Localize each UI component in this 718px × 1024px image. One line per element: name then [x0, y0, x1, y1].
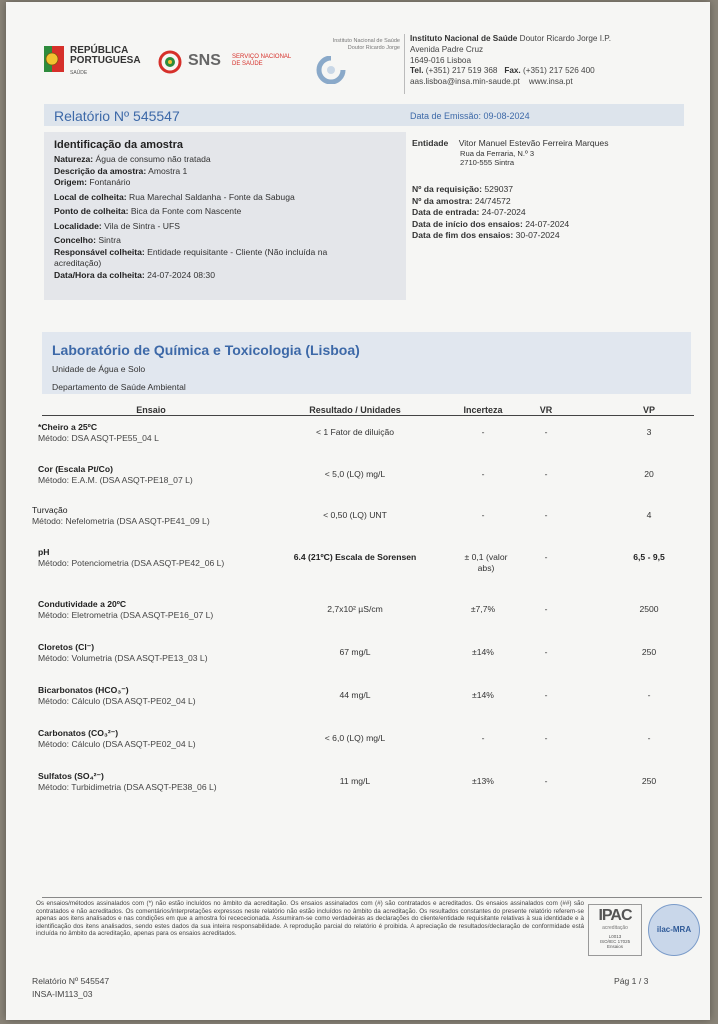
rp-sub: SAÚDE [70, 70, 88, 76]
test-result: 67 mg/L [339, 647, 371, 657]
test-name: Turvação [32, 505, 68, 515]
field-value: 30-07-2024 [513, 230, 560, 241]
entity-address2: 2710-555 Sintra [460, 158, 515, 167]
test-result: 44 mg/L [339, 690, 371, 700]
test-name: pH [38, 547, 50, 557]
field-key: Responsável colheita [54, 246, 142, 257]
test-uncertainty: ±14% [472, 690, 494, 700]
entity-name: Vitor Manuel Estevão Ferreira Marques [458, 138, 609, 148]
institute-name-bold: Instituto Nacional de Saúde [410, 34, 518, 43]
col-header-incerteza: Incerteza [463, 405, 503, 415]
page-number: Pág 1 / 3 [614, 976, 649, 986]
field-key: Natureza [54, 154, 91, 164]
tel-value: (+351) 217 519 368 [423, 66, 498, 76]
ipac-accreditation-logo [588, 904, 642, 956]
insa-logo-name: Instituto Nacional de Saúde [332, 38, 400, 44]
institute-address1: Avenida Padre Cruz [410, 44, 484, 54]
test-vr: - [544, 776, 548, 786]
field-value: Sintra [96, 235, 121, 245]
field-value: Vila de Sintra - UFS [101, 220, 180, 231]
test-name: Condutividade a 20ºC [38, 599, 127, 609]
institute-email-web [410, 77, 710, 88]
insa-logo-text [314, 38, 400, 51]
ipac-logo-sub: acreditação [602, 925, 628, 931]
test-vp: 6,5 - 9,5 [633, 552, 665, 562]
test-method: Método: Cálculo (DSA ASQT-PE02_04 L) [38, 696, 196, 706]
test-result: < 0,50 (LQ) UNT [323, 510, 387, 520]
entity-label: Entidade [412, 138, 449, 148]
republica-portuguesa-logo [70, 46, 141, 76]
rp-line2: PORTUGUESA [70, 55, 141, 66]
test-vp: 250 [641, 776, 657, 786]
institute-address2: 1649-016 Lisboa [410, 55, 472, 65]
field-value: Água de consumo não tratada [93, 154, 211, 164]
institute-phone-fax [410, 66, 710, 77]
test-method: Método: E.A.M. (DSA ASQT-PE18_07 L) [38, 475, 193, 485]
test-uncertainty: ± 0,1 (valor abs) [464, 552, 508, 573]
col-header-vr: VR [539, 405, 553, 415]
field-key: Data de entrada [412, 207, 477, 218]
lab-title: Laboratório de Química e Toxicologia (Lisboa) [52, 342, 360, 358]
test-vp: 20 [644, 469, 654, 479]
test-result: < 1 Fator de diluição [315, 427, 395, 437]
field-value: 24-07-2024 [479, 207, 526, 218]
test-vp: - [647, 690, 651, 700]
ilac-logo-text: ilac-MRA [656, 925, 692, 934]
test-name: Carbonatos (CO₃²⁻) [38, 728, 119, 738]
test-method: Método: Turbidimetria (DSA ASQT-PE38_06 L) [38, 782, 217, 792]
footer-note: Os ensaios/métodos assinalados com (*) não estão incluídos no âmbito da acreditação. Os ensaios assinalados com (#) são contratados e acreditados. Os ensaios assinalados com (##) são contratados e não acreditados. Os comentários/interpretações expressos neste relatório não estão incluídos no âmbito da acreditação. Os resultados constantes do presente relatório referem-se apenas aos itens analisados e nas condições em que a amostra foi recececionada. Assumiram-se como verdadeiras as declarações do cliente/entidade requisitante relativas à sua identidade e à identificação dos itens analisados, sendo estes dados da sua inteira responsabilidade. A reprodução parcial do relatório é proibida. A apreciação de resultados/declaração de conformidade está incluída no âmbito da acreditação, apenas para os ensaios acreditados. [36, 900, 584, 938]
sns-sub1: SERVIÇO NACIONAL [232, 54, 292, 60]
institute-email[interactable]: aas.lisboa@insa.min-saude.pt [410, 77, 520, 87]
ipac-standard: ISO/IEC 17025 [599, 939, 631, 944]
sns-subtitle [232, 54, 291, 68]
test-vr: - [544, 552, 548, 562]
test-name: Sulfatos (SO₄²⁻) [38, 771, 104, 781]
report-number: Relatório Nº 545547 [54, 108, 180, 124]
header-divider [404, 34, 405, 94]
sample-field-local: Local de colheita: Rua Marechal Saldanha - Fonte da Sabuga [54, 191, 295, 202]
sns-logo-icon [158, 50, 182, 74]
sample-fields [54, 154, 400, 281]
sns-label: SNS [188, 52, 221, 69]
test-vp: 250 [641, 647, 657, 657]
field-value: 24/74572 [472, 195, 511, 206]
insa-logo-icon [316, 56, 346, 84]
institute-website[interactable]: www.insa.pt [528, 77, 573, 87]
entry-date: Data de entrada: 24-07-2024 [412, 207, 526, 218]
sample-field-data-colheita: Data/Hora da colheita: 24-07-2024 08:30 [54, 269, 215, 280]
test-uncertainty: - [481, 510, 485, 520]
sample-field-natureza: Natureza: Água de consumo não tratada [54, 154, 211, 164]
sample-identification-title: Identificação da amostra [54, 139, 183, 151]
field-key: Ponto de colheita [54, 206, 126, 216]
test-result: < 6,0 (LQ) mg/L [324, 733, 386, 743]
field-key: Origem [54, 177, 85, 187]
lab-department: Departamento de Saúde Ambiental [52, 382, 186, 392]
test-result: 11 mg/L [339, 776, 371, 786]
test-uncertainty: - [481, 427, 485, 437]
test-uncertainty: ±7,7% [470, 604, 496, 614]
test-vr: - [544, 427, 548, 437]
test-method: Método: Volumetria (DSA ASQT-PE13_03 L) [38, 653, 208, 663]
field-value: Rua Marechal Saldanha - Fonte da Sabuga [126, 191, 295, 202]
field-key: Data de início dos ensaios [412, 218, 520, 229]
test-name: Cloretos (Cl⁻) [38, 642, 95, 652]
test-vr: - [544, 510, 548, 520]
ipac-type: Ensaios [606, 944, 623, 949]
col-header-vp: VP [642, 405, 655, 415]
issue-date: Data de Emissão: 09-08-2024 [410, 111, 530, 121]
test-vp: 2500 [639, 604, 659, 614]
field-value: Fontanário [86, 177, 131, 187]
col-header-ensaio: Ensaio [136, 405, 166, 415]
sample-field-origem: Origem: Fontanário [54, 177, 131, 187]
sample-field-localidade: Localidade: Vila de Sintra - UFS [54, 220, 180, 231]
test-vr: - [544, 469, 548, 479]
test-vr: - [544, 604, 548, 614]
field-value: Bica da Fonte com Nascente [128, 206, 242, 216]
lab-unit: Unidade de Água e Solo [52, 364, 146, 374]
institute-name-rest: Doutor Ricardo Jorge I.P. [517, 34, 611, 43]
entity-block [412, 138, 609, 168]
test-method: Método: Nefelometria (DSA ASQT-PE41_09 L) [32, 516, 210, 526]
insa-logo-sub: Doutor Ricardo Jorge [347, 44, 400, 51]
ipac-logo-text: IPAC [598, 907, 632, 924]
fax-label: Fax. [504, 66, 521, 76]
institute-contact-block [410, 34, 710, 88]
tests-start-date: Data de início dos ensaios: 24-07-2024 [412, 218, 570, 229]
field-key: Nº da requisição [412, 184, 480, 194]
fax-value: (+351) 217 526 400 [520, 66, 595, 76]
field-value: Entidade requisitante - Cliente (Não incluída na acreditação) [54, 246, 328, 268]
field-key: Concelho [54, 235, 94, 245]
test-method: Método: Eletrometria (DSA ASQT-PE16_07 L) [38, 610, 214, 620]
test-uncertainty: - [481, 469, 485, 479]
test-uncertainty: - [481, 733, 485, 743]
test-method: Método: DSA ASQT-PE55_04 L [38, 433, 159, 443]
table-header-rule [42, 415, 694, 416]
field-key: Localidade [54, 220, 99, 231]
rp-line1: REPÚBLICA [70, 45, 129, 56]
field-value: Amostra 1 [146, 165, 188, 176]
field-value: 24-07-2024 [522, 218, 570, 229]
sample-field-responsavel: Responsável colheita: Entidade requisitante - Cliente (Não incluída na acreditação) [54, 246, 328, 268]
sample-field-ponto: Ponto de colheita: Bica da Fonte com Nascente [54, 206, 242, 216]
test-result: 2,7x10² µS/cm [327, 604, 383, 614]
test-vr: - [544, 733, 548, 743]
sample-field-concelho: Concelho: Sintra [54, 235, 121, 245]
request-info [412, 184, 569, 242]
test-result: 6.4 (21ºC) Escala de Sorensen [293, 552, 417, 562]
footer-form-code: INSA-IM113_03 [32, 989, 93, 999]
entity-address1: Rua da Ferraria, N.º 3 [460, 148, 535, 158]
sample-field-descricao: Descrição da amostra: Amostra 1 [54, 165, 188, 176]
col-header-resultado: Resultado / Unidades [309, 405, 401, 415]
field-key: Data de fim dos ensaios [412, 230, 511, 241]
report-page [6, 2, 710, 1020]
test-vr: - [544, 647, 548, 657]
test-method: Método: Potenciometria (DSA ASQT-PE42_06 L) [38, 558, 225, 568]
footer-report-ref: Relatório Nº 545547 [32, 976, 110, 986]
test-method: Método: Cálculo (DSA ASQT-PE02_04 L) [38, 739, 196, 749]
test-name: Bicarbonatos (HCO₃⁻) [38, 685, 129, 695]
test-result: < 5,0 (LQ) mg/L [324, 469, 386, 479]
field-key: Data/Hora da colheita [54, 269, 142, 280]
request-number: Nº da requisição: 529037 [412, 184, 514, 194]
test-vp: - [647, 733, 651, 743]
field-value: 529037 [482, 184, 514, 194]
field-key: Descrição da amostra [54, 165, 144, 176]
test-uncertainty: ±14% [472, 647, 494, 657]
test-vp: 3 [646, 427, 652, 437]
test-uncertainty: ±13% [472, 776, 494, 786]
portugal-coat-of-arms-icon [44, 46, 64, 72]
field-value: 24-07-2024 08:30 [144, 269, 215, 280]
ilac-mra-logo [648, 904, 700, 956]
ipac-code: L0013 [608, 934, 622, 939]
test-vp: 4 [646, 510, 652, 520]
tel-label: Tel. [410, 66, 424, 76]
field-key: Nº da amostra [412, 195, 470, 206]
footer-rule [42, 897, 702, 898]
tests-end-date: Data de fim dos ensaios: 30-07-2024 [412, 230, 560, 241]
sample-number: Nº da amostra: 24/74572 [412, 195, 511, 206]
test-vr: - [544, 690, 548, 700]
test-name: Cor (Escala Pt/Co) [38, 464, 113, 474]
sns-sub2: DE SAÚDE [232, 61, 263, 67]
test-name: *Cheiro a 25ºC [38, 422, 98, 432]
field-key: Local de colheita [54, 191, 124, 202]
institute-name [410, 34, 710, 45]
